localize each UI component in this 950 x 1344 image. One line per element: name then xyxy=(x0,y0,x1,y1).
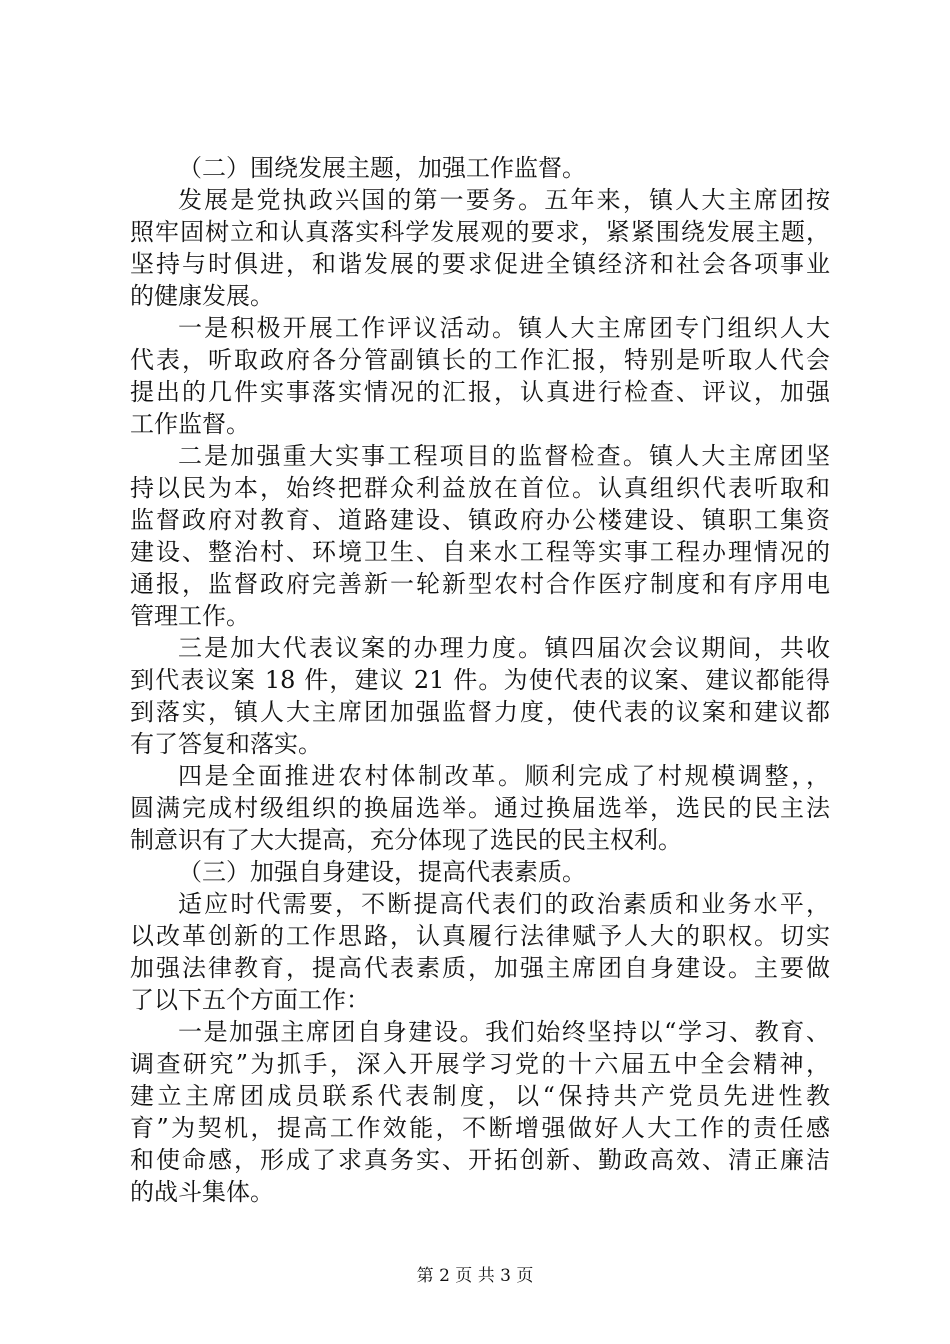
text-line: 加强法律教育，提高代表素质，加强主席团自身建设。主要做 xyxy=(130,954,830,982)
text-line: 持以民为本，始终把群众利益放在首位。认真组织代表听取和 xyxy=(130,474,830,502)
text-line: 建立主席团成员联系代表制度，以“保持共产党员先进性教 xyxy=(130,1082,830,1110)
text-line: （二）围绕发展主题，加强工作监督。 xyxy=(178,154,586,182)
paragraph-heading-2 xyxy=(130,152,830,184)
text-line: 的健康发展。 xyxy=(130,282,274,310)
page-footer: 第 2 页 共 3 页 xyxy=(416,1266,534,1286)
text-line: 工作监督。 xyxy=(130,410,250,438)
paragraph-para-adapt xyxy=(130,888,830,1016)
text-line: 照牢固树立和认真落实科学发展观的要求，紧紧围绕发展主题， xyxy=(130,218,830,246)
text-line: （三）加强自身建设，提高代表素质。 xyxy=(178,858,586,886)
text-line: 圆满完成村级组织的换届选举。通过换届选举，选民的民主法 xyxy=(130,794,830,822)
paragraph-heading-3 xyxy=(130,856,830,888)
text-line: 提出的几件实事落实情况的汇报，认真进行检查、评议，加强 xyxy=(130,378,830,406)
text-line: 管理工作。 xyxy=(130,602,250,630)
text-line: 通报，监督政府完善新一轮新型农村合作医疗制度和有序用电 xyxy=(130,570,830,598)
text-line: 到落实，镇人大主席团加强监督力度，使代表的议案和建议都 xyxy=(130,698,830,726)
text-line: 二是加强重大实事工程项目的监督检查。镇人大主席团坚 xyxy=(178,442,830,470)
text-line: 坚持与时俱进，和谐发展的要求促进全镇经济和社会各项事业 xyxy=(130,250,830,278)
text-line: 代表，听取政府各分管副镇长的工作汇报，特别是听取人代会 xyxy=(130,346,830,374)
paragraph-para-three xyxy=(130,632,830,760)
text-line: 的战斗集体。 xyxy=(130,1178,274,1206)
text-line: 监督政府对教育、道路建设、镇政府办公楼建设、镇职工集资 xyxy=(130,506,830,534)
text-line: 建设、整治村、环境卫生、自来水工程等实事工程办理情况的 xyxy=(130,538,830,566)
text-line: 适应时代需要，不断提高代表们的政治素质和业务水平， xyxy=(178,890,830,918)
text-line: 了以下五个方面工作： xyxy=(130,986,370,1014)
text-line: 一是积极开展工作评议活动。镇人大主席团专门组织人大 xyxy=(178,314,830,342)
paragraph-para-development xyxy=(130,184,830,312)
text-line: 到代表议案 18 件，建议 21 件。为使代表的议案、建议都能得 xyxy=(130,666,830,694)
text-line: 调查研究”为抓手，深入开展学习党的十六届五中全会精神， xyxy=(130,1050,830,1078)
paragraph-para-presidium xyxy=(130,1016,830,1208)
text-line: 以改革创新的工作思路，认真履行法律赋予人大的职权。切实 xyxy=(130,922,830,950)
paragraph-para-four xyxy=(130,760,830,856)
text-line: 制意识有了大大提高，充分体现了选民的民主权利。 xyxy=(130,826,682,854)
text-line: 发展是党执政兴国的第一要务。五年来，镇人大主席团按 xyxy=(178,186,830,214)
text-line: 四是全面推进农村体制改革。顺利完成了村规模调整，， xyxy=(178,762,830,790)
text-line: 和使命感，形成了求真务实、开拓创新、勤政高效、清正廉洁 xyxy=(130,1146,830,1174)
text-line: 育”为契机，提高工作效能，不断增强做好人大工作的责任感 xyxy=(130,1114,830,1142)
text-line: 有了答复和落实。 xyxy=(130,730,322,758)
document-body xyxy=(130,152,830,1208)
text-line: 三是加大代表议案的办理力度。镇四届次会议期间，共收 xyxy=(178,634,830,662)
paragraph-para-two xyxy=(130,440,830,632)
text-line: 一是加强主席团自身建设。我们始终坚持以“学习、教育、 xyxy=(178,1018,830,1046)
paragraph-para-one xyxy=(130,312,830,440)
